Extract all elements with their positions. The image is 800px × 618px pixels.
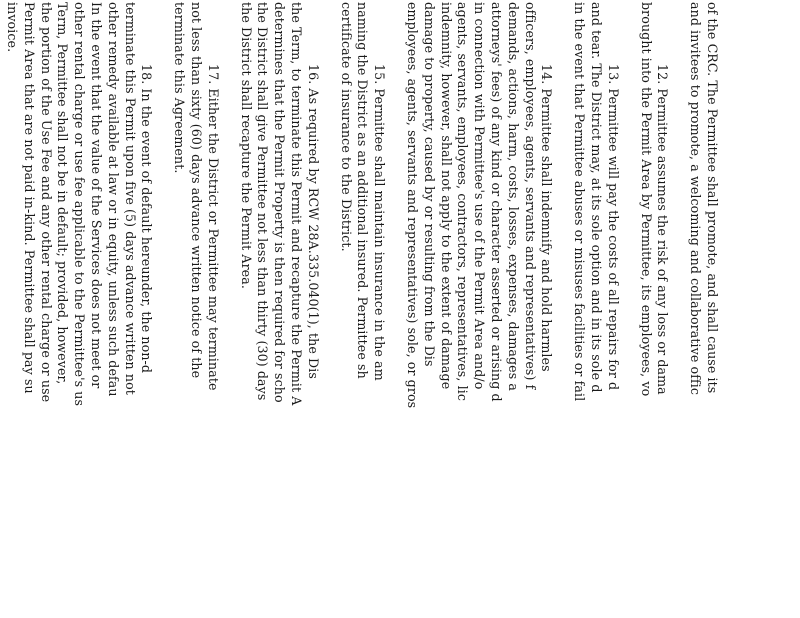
paragraph-line: demands, actions, harm, costs, losses, expenses, damages a	[505, 2, 521, 391]
paragraph-13-first-line: 13. Permittee will pay the costs of all repairs for d	[605, 64, 621, 391]
paragraph-line: of the CRC. The Permittee shall promote, and shall cause its	[705, 2, 720, 394]
paragraph-line: officers, employees, agents, servants and representatives) f	[522, 2, 538, 390]
paragraph-line: damage to property, caused by or resulting from the Dis	[421, 2, 437, 367]
document-page	[0, 2, 720, 618]
paragraph-line: not less than sixty (60) days advance written notice of the	[189, 2, 205, 379]
paragraph-14-first-line: 14. Permittee shall indemnify and hold harmles	[539, 64, 555, 372]
paragraph-18-first-line: 18. In the event of default hereunder, the non-d	[139, 64, 155, 374]
paragraph-line: the District shall give Permittee not less than thirty (30) days	[255, 2, 271, 401]
paragraph-line: in the event that Permittee abuses or misuses facilities or fail	[572, 2, 588, 402]
paragraph-line: determines that the Permit Property is then required for scho	[272, 2, 288, 403]
paragraph-line: Permit Area that are not paid in-kind. Permittee shall pay su	[21, 2, 37, 394]
paragraph-16-first-line: 16. As required by RCW 28A.335.040(1), the Dis	[305, 64, 321, 379]
paragraph-line: and invitees to promote, a welcoming and collaborative offic	[688, 2, 704, 396]
paragraph-line: in connection with Permittee's use of the Permit Area and/o	[472, 2, 488, 390]
paragraph-line: naming the District as an additional insured. Permittee sh	[355, 2, 371, 379]
paragraph-15-first-line: 15. Permittee shall maintain insurance in the am	[372, 64, 388, 381]
paragraph-line: attorneys' fees) of any kind or character asserted or arising d	[489, 2, 505, 402]
paragraph-line: invoice.	[5, 2, 21, 53]
paragraph-line: indemnity, however, shall not apply to the extent of damage	[438, 2, 454, 390]
paragraph-line: certificate of insurance to the District.	[338, 2, 354, 252]
paragraph-line: the portion of the Use Fee and any other rental charge or use	[38, 2, 54, 403]
paragraph-line: brought into the Permit Area by Permittee, its employees, vo	[638, 2, 654, 397]
paragraph-17-first-line: 17. Either the District or Permittee may terminate	[205, 64, 221, 391]
paragraph-line: employees, agents, servants and representatives) sole, or gros	[405, 2, 421, 409]
paragraph-12-first-line: 12. Permittee assumes the risk of any loss or dama	[655, 64, 671, 395]
paragraph-line: and tear. The District may, at its sole option and in its sole d	[589, 2, 605, 393]
paragraph-line: the Term, to terminate this Permit and recapture the Permit A	[289, 2, 305, 406]
paragraph-line: In the event that the value of the Services does not meet or	[89, 2, 105, 389]
paragraph-line: terminate this Agreement.	[172, 2, 188, 174]
paragraph-line: Term, Permittee shall not be in default; provided, however,	[55, 2, 71, 385]
paragraph-line: other remedy available at law or in equity, unless such defau	[105, 2, 121, 397]
paragraph-line: agents, servants, employees, contractors, representatives, lic	[455, 2, 471, 401]
paragraph-line: other rental charge or use fee applicable to the Permittee's us	[72, 2, 88, 407]
paragraph-line: terminate this Permit upon five (5) days advance written not	[122, 2, 138, 395]
paragraph-line: the District shall recapture the Permit Area.	[238, 2, 254, 289]
